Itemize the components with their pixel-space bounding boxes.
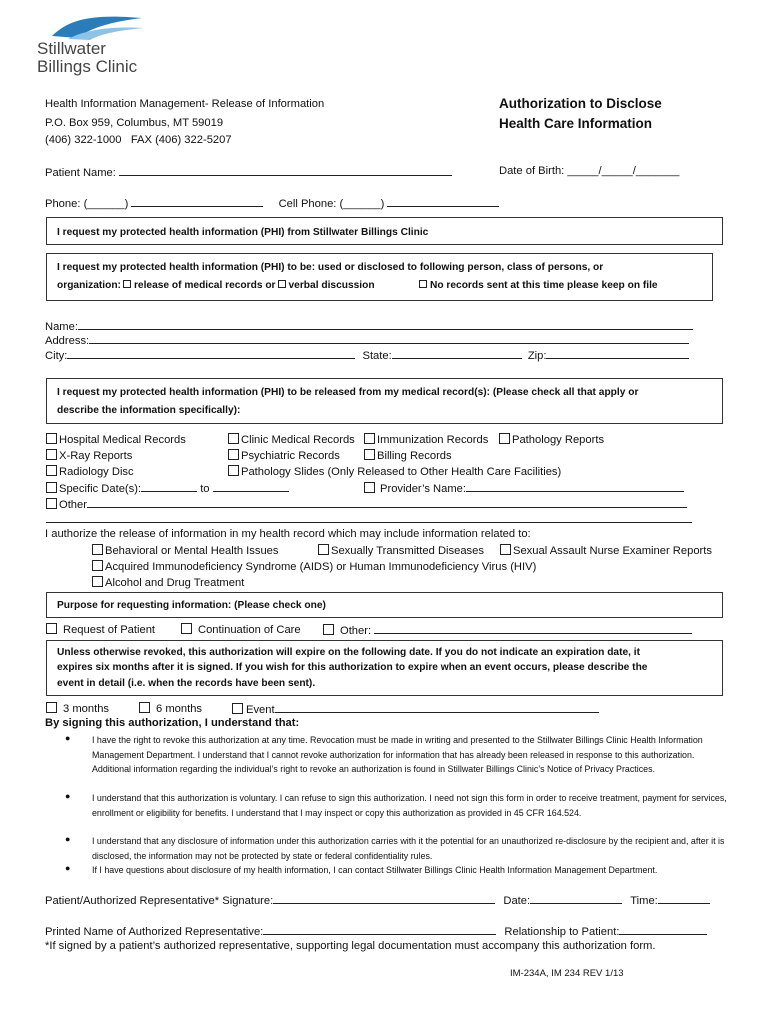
- dept-line: Health Information Management- Release of Information: [45, 98, 325, 110]
- divider-line: [46, 522, 692, 523]
- purpose-title: Purpose for requesting information: (Please check one): [57, 600, 326, 611]
- checkbox[interactable]: [92, 576, 103, 587]
- purpose-other[interactable]: Other:: [323, 623, 692, 637]
- bullet-icon: ●: [65, 791, 71, 801]
- signature-row: Patient/Authorized Representative* Signature: Date: Time:: [45, 893, 710, 907]
- understand-b2: I understand that this authorization is voluntary. I can refuse to sign this authorization. I need not sign this form in order to receive treatment, payment for services, enrollment or eligibility for benefits. I understand that I may inspect or copy this authorization as provided in 45 CFR 164.524.: [92, 793, 727, 818]
- phone-row: Phone: (______) Cell Phone: (______): [45, 196, 499, 210]
- form-title-2: Health Care Information: [499, 116, 653, 131]
- record-billing[interactable]: Billing Records: [364, 449, 452, 462]
- sensitive-std[interactable]: Sexually Transmitted Diseases: [318, 544, 484, 557]
- verbal-discussion-checkbox[interactable]: [278, 280, 286, 288]
- expiry-line1: Unless otherwise revoked, this authorization will expire on the following date. If you do not indicate an expiration date, it: [57, 647, 641, 658]
- request-to-line2: organization: release of medical records or verbal discussion: [57, 280, 375, 291]
- record-specific-dates[interactable]: Specific Date(s): to: [46, 481, 289, 495]
- checkbox[interactable]: [228, 465, 239, 476]
- checkbox[interactable]: [92, 560, 103, 571]
- provider-name-field[interactable]: [466, 481, 684, 492]
- sensitive-intro: I authorize the release of information in my health record which may include information related to:: [45, 528, 531, 540]
- record-xray[interactable]: X-Ray Reports: [46, 449, 132, 462]
- understand-b3: I understand that any disclosure of information under this authorization carries with it the potential for an unauthorized re-disclosure by the recipient and, after it is disclosed, the information may not be protected by state or federal confidentiality rules.: [92, 836, 725, 861]
- sensitive-aids[interactable]: Acquired Immunodeficiency Syndrome (AIDS) or Human Immunodeficiency Virus (HIV): [92, 560, 536, 573]
- understand-b4: If I have questions about disclosure of my health information, I can contact Stillwater Billings Clinic Health Information Management Department.: [92, 865, 658, 875]
- request-to-box: [46, 253, 713, 301]
- printed-name-field[interactable]: [263, 924, 496, 935]
- patient-name-field[interactable]: [119, 165, 452, 176]
- expiry-3-months[interactable]: 3 months: [46, 702, 109, 715]
- representative-note: *If signed by a patient’s authorized representative, supporting legal documentation must accompany this authorization form.: [45, 940, 656, 952]
- record-psych[interactable]: Psychiatric Records: [228, 449, 340, 462]
- expiry-line2: expires six months after it is signed. If you wish for this authorization to expire when an event occurs, please describe the: [57, 662, 648, 673]
- checkbox[interactable]: [46, 482, 57, 493]
- relationship-field[interactable]: [619, 924, 707, 935]
- patient-name-row: Patient Name:: [45, 165, 452, 179]
- expiry-event[interactable]: Event: [232, 702, 599, 716]
- phone-field[interactable]: [131, 196, 263, 207]
- record-radiology[interactable]: Radiology Disc: [46, 465, 134, 478]
- purpose-continuation[interactable]: Continuation of Care: [181, 623, 301, 636]
- checkbox[interactable]: [139, 702, 150, 713]
- records-box: [46, 378, 723, 424]
- records-box-line2: describe the information specifically):: [57, 405, 241, 416]
- recipient-name-field[interactable]: [78, 319, 693, 330]
- checkbox[interactable]: [228, 449, 239, 460]
- expiry-6-months[interactable]: 6 months: [139, 702, 202, 715]
- dob-field[interactable]: Date of Birth: _____/_____/_______: [499, 165, 680, 177]
- record-pathology[interactable]: Pathology Reports: [499, 433, 604, 446]
- checkbox[interactable]: [92, 544, 103, 555]
- other-records-field[interactable]: [87, 497, 687, 508]
- checkbox[interactable]: [499, 433, 510, 444]
- record-clinic[interactable]: Clinic Medical Records: [228, 433, 355, 446]
- form-code: IM-234A, IM 234 REV 1/13: [510, 968, 624, 979]
- record-slides[interactable]: Pathology Slides (Only Released to Other Health Care Facilities): [228, 465, 561, 478]
- bullet-icon: ●: [65, 834, 71, 844]
- understand-title: By signing this authorization, I understand that:: [45, 717, 300, 729]
- record-hospital[interactable]: Hospital Medical Records: [46, 433, 186, 446]
- checkbox[interactable]: [46, 449, 57, 460]
- understand-b1: I have the right to revoke this authorization at any time. Revocation must be made in writing and presented to the Stillwater Billings Clinic Health Information Management Department. I understand that I cannot revoke authorization for information that has already been released in response to this authorization. Additional information regarding the individual’s right to revoke an authorization is found in Stillwater Billings Clinic’s Notice of Privacy Practices.: [92, 735, 703, 774]
- form-title-1: Authorization to Disclose: [499, 96, 662, 111]
- no-records-option: No records sent at this time please keep on file: [417, 280, 658, 291]
- recipient-name-row: Name:: [45, 319, 693, 333]
- bullet-icon: ●: [65, 733, 71, 743]
- logo-mark: [50, 10, 146, 40]
- record-immunization[interactable]: Immunization Records: [364, 433, 488, 446]
- checkbox[interactable]: [181, 623, 192, 634]
- signature-field[interactable]: [273, 893, 495, 904]
- recipient-city-row: City: State: Zip:: [45, 348, 689, 362]
- recipient-address-row: Address:: [45, 333, 689, 347]
- bullet-icon: ●: [65, 863, 71, 873]
- date-to-field[interactable]: [213, 481, 289, 492]
- checkbox[interactable]: [364, 449, 375, 460]
- sensitive-alcohol[interactable]: Alcohol and Drug Treatment: [92, 576, 244, 589]
- record-other[interactable]: Other: [46, 497, 687, 511]
- checkbox[interactable]: [232, 703, 243, 714]
- expiry-line3: event in detail (i.e. when the records have been sent).: [57, 678, 316, 689]
- logo-text: Stillwater Billings Clinic: [37, 39, 138, 76]
- checkbox[interactable]: [46, 465, 57, 476]
- checkbox[interactable]: [364, 482, 375, 493]
- request-from-text: I request my protected health information (PHI) from Stillwater Billings Clinic: [57, 227, 429, 238]
- state-field[interactable]: [392, 348, 522, 359]
- sensitive-behavioral[interactable]: Behavioral or Mental Health Issues: [92, 544, 279, 557]
- purpose-request[interactable]: Request of Patient: [46, 623, 155, 636]
- checkbox[interactable]: [228, 433, 239, 444]
- printed-name-row: Printed Name of Authorized Representative: Relationship to Patient:: [45, 924, 707, 938]
- records-box-line1: I request my protected health information (PHI) to be released from my medical record(s): (Please check all that apply or: [57, 387, 639, 398]
- release-records-checkbox[interactable]: [123, 280, 131, 288]
- checkbox[interactable]: [46, 623, 57, 634]
- checkbox[interactable]: [46, 702, 57, 713]
- checkbox[interactable]: [500, 544, 511, 555]
- checkbox[interactable]: [46, 433, 57, 444]
- checkbox[interactable]: [323, 624, 334, 635]
- address-line: P.O. Box 959, Columbus, MT 59019: [45, 117, 224, 129]
- sign-time-field[interactable]: [658, 893, 710, 904]
- request-to-line1: I request my protected health information (PHI) to be: used or disclosed to following person, class of persons, or: [57, 262, 604, 273]
- event-field[interactable]: [275, 702, 599, 713]
- no-records-checkbox[interactable]: [419, 280, 427, 288]
- recipient-address-field[interactable]: [89, 333, 689, 344]
- sensitive-sane[interactable]: Sexual Assault Nurse Examiner Reports: [500, 544, 712, 557]
- checkbox[interactable]: [364, 433, 375, 444]
- checkbox[interactable]: [46, 498, 57, 509]
- sign-date-field[interactable]: [530, 893, 622, 904]
- city-field[interactable]: [67, 348, 355, 359]
- cell-phone-field[interactable]: [387, 196, 499, 207]
- zip-field[interactable]: [546, 348, 689, 359]
- date-from-field[interactable]: [141, 481, 197, 492]
- checkbox[interactable]: [318, 544, 329, 555]
- purpose-other-field[interactable]: [374, 623, 692, 634]
- record-provider[interactable]: Provider’s Name:: [364, 481, 684, 495]
- phone-fax-line: (406) 322-1000 FAX (406) 322-5207: [45, 134, 232, 146]
